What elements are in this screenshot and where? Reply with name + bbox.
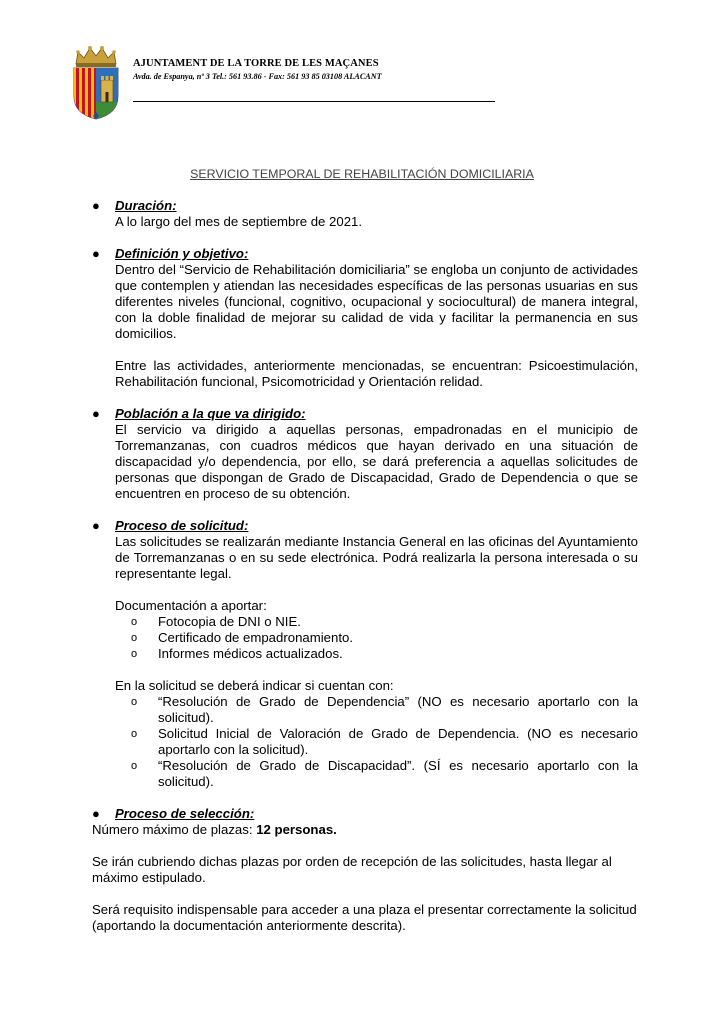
section-paragraph: El servicio va dirigido a aquellas personas, empadronadas en el municipio de Torremanzanas, con cuadros médicos que hayan derivado en una situación de discapacidad y/o dependencia, por ello, se dará preferencia a aquellas solicitudes de personas que dispongan de Grado de Discapacidad, Grado de Dependencia o que se encuentren en proceso de su obtención. <box>115 422 638 501</box>
list-item: o “Resolución de Grado de Discapacidad”. (SÍ es necesario aportarlo con la solicitud). <box>131 758 638 789</box>
list-item: o Certificado de empadronamiento. <box>131 630 353 645</box>
indicar-intro: En la solicitud se deberá indicar si cuentan con: <box>115 678 394 693</box>
list-item: o Informes médicos actualizados. <box>131 646 343 661</box>
section-solicitud <box>92 518 638 790</box>
docs-list <box>115 614 638 662</box>
section-paragraph: Las solicitudes se realizarán mediante Instancia General en las oficinas del Ayuntamiento de Torremanzanas o en su sede electrónica. Podrá realizarla la persona interesada o su representante legal. <box>115 534 638 581</box>
list-item: o “Resolución de Grado de Dependencia” (NO es necesario aportarlo con la solicitud). <box>131 694 638 725</box>
circle-bullet-icon: o <box>131 632 138 644</box>
plazas-line <box>92 822 638 838</box>
plazas-label: Número máximo de plazas: <box>92 822 257 837</box>
circle-bullet-icon: o <box>131 696 138 708</box>
document-body <box>92 198 638 934</box>
section-heading: Población a la que va dirigido <box>115 406 302 421</box>
section-poblacion: ● Población a la que va dirigido: El servicio va dirigido a aquellas personas, empadronadas en el municipio de Torremanzanas, con cuadros médicos que hayan derivado en una situación de discapacidad y/o dependencia, por ello, se dará preferencia a aquellas solicitudes de personas que dispongan de Grado de Discapacidad, Grado de Dependencia o que se encuentren en proceso de su obtención. <box>92 406 638 501</box>
section-heading: Definición y objetivo <box>115 246 244 261</box>
section-seleccion <box>92 806 638 934</box>
section-duracion: ● Duración: A lo largo del mes de septiembre de 2021. <box>92 198 638 230</box>
section-text: A lo largo del mes de septiembre de 2021. <box>115 214 363 229</box>
section-heading: Proceso de solicitud: <box>115 518 249 533</box>
list-item: o Solicitud Inicial de Valoración de Grado de Dependencia. (NO es necesario aportarlo con la solicitud). <box>131 726 638 757</box>
section-paragraph: Se irán cubriendo dichas plazas por orden de recepción de las solicitudes, hasta llegar al máximo estipulado. <box>92 854 612 885</box>
circle-bullet-icon: o <box>131 648 138 660</box>
municipal-crest-logo <box>70 44 122 120</box>
section-paragraph: Será requisito indispensable para acceder a una plaza el presentar correctamente la solicitud (aportando la documentación anteriormente descrita). <box>92 902 637 933</box>
letterhead <box>133 58 382 81</box>
docs-intro: Documentación a aportar: <box>115 598 267 613</box>
letterhead-divider <box>133 101 495 102</box>
bullet-icon: ● <box>92 518 100 533</box>
letterhead-org-name: AJUNTAMENT DE LA TORRE DE LES MAÇANES <box>133 58 379 69</box>
section-heading: Proceso de selección: <box>115 806 255 821</box>
bullet-icon: ● <box>92 246 100 261</box>
list-item: o Fotocopia de DNI o NIE. <box>131 614 301 629</box>
indicar-list <box>115 694 638 790</box>
section-paragraph: Entre las actividades, anteriormente mencionadas, se encuentran: Psicoestimulación, Rehabilitación funcional, Psicomotricidad y Orientación relidad. <box>115 358 638 389</box>
letterhead-address: Avda. de Espanya, nº 3 Tel.: 561 93.86 - Fax: 561 93 85 03108 ALACANT <box>133 72 382 81</box>
bullet-icon: ● <box>92 806 100 821</box>
circle-bullet-icon: o <box>131 728 138 740</box>
bullet-icon: ● <box>92 198 100 213</box>
section-heading: Duración <box>115 198 173 213</box>
document-title: SERVICIO TEMPORAL DE REHABILITACIÓN DOMICILIARIA <box>190 167 534 181</box>
plazas-value: 12 personas. <box>256 822 337 837</box>
section-paragraph: Dentro del “Servicio de Rehabilitación domiciliaria” se engloba un conjunto de actividades que contemplen y atiendan las necesidades específicas de las personas usuarias en sus diferentes niveles (funcional, cognitivo, ocupacional y sociocultural) de manera integral, con la doble finalidad de mejorar su calidad de vida y facilitar la permanencia en sus domicilios. <box>115 262 638 341</box>
circle-bullet-icon: o <box>131 616 138 628</box>
bullet-icon: ● <box>92 406 100 421</box>
section-definicion: ● Definición y objetivo: Dentro del “Servicio de Rehabilitación domiciliaria” se engloba un conjunto de actividades que contemplen y atiendan las necesidades específicas de las personas usuarias en sus diferentes niveles (funcional, cognitivo, ocupacional y sociocultural) de manera integral, con la doble finalidad de mejorar su calidad de vida y facilitar la permanencia en sus domicilios. Entre las actividades, anteriormente mencionadas, se encuentran: Psicoestimulación, Rehabilitación funcional, Psicomotricidad y Orientación relidad. <box>92 246 638 389</box>
circle-bullet-icon: o <box>131 760 138 772</box>
